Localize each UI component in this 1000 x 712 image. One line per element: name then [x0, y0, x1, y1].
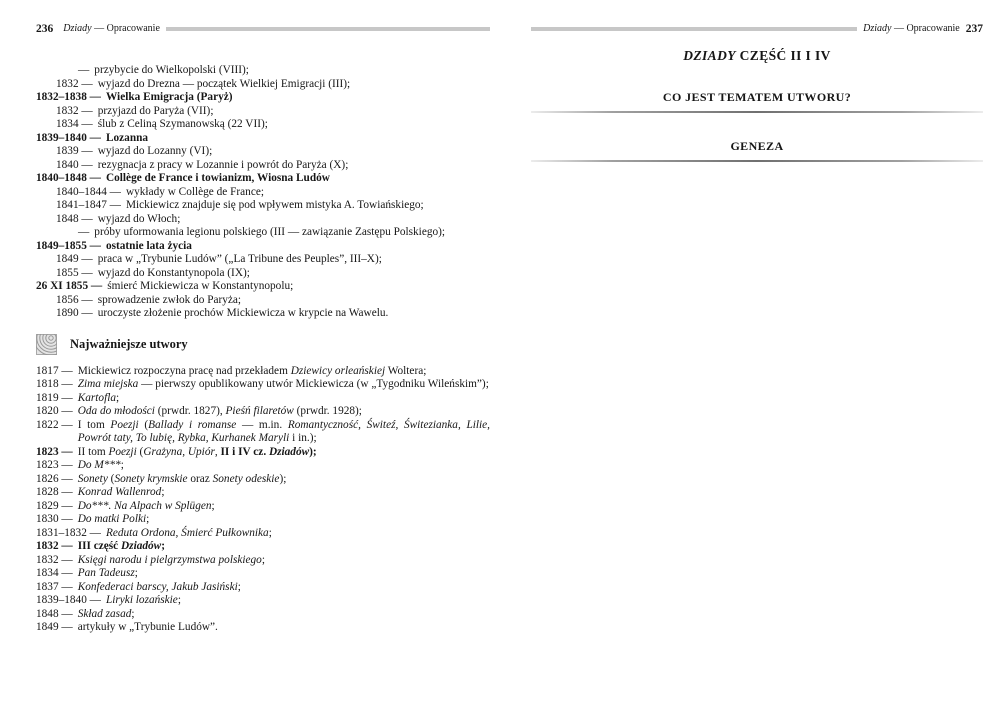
text-segment: próby uformowania legionu polskiego (III — zawiązanie Zastępu Polskiego); — [94, 226, 446, 238]
chronology-text — [98, 213, 490, 227]
text-segment: przybycie do Wielkopolski (VIII); — [94, 64, 249, 76]
chronology-line — [36, 159, 490, 173]
text-segment: Konfederaci barscy, Jakub Jasiński — [77, 580, 238, 593]
year-label: 1834 — — [56, 118, 93, 130]
work-text — [78, 459, 490, 473]
year-label: 1840 — — [56, 158, 93, 171]
text-segment: Do M*** — [77, 459, 121, 471]
text-segment: Grażyna, Upiór — [143, 445, 215, 458]
section-geneza — [531, 139, 983, 162]
chronology-line — [36, 199, 490, 213]
works-list — [36, 365, 490, 635]
work-item — [36, 419, 490, 446]
work-item — [36, 608, 490, 622]
chronology-line — [36, 294, 490, 308]
text-segment: Pieśń filaretów — [225, 405, 294, 417]
year-label: 1855 — — [56, 266, 93, 279]
text-segment: sprowadzenie zwłok do Paryża; — [97, 293, 242, 306]
section-heading: GENEZA — [730, 139, 784, 153]
page-right — [531, 22, 983, 183]
chronology-text — [106, 91, 490, 105]
text-segment: Poezji — [108, 445, 137, 458]
year-label: 1831–1832 — — [36, 526, 101, 539]
year-label: 1832 — — [56, 104, 93, 117]
text-segment: I tom — [77, 418, 111, 431]
chronology-line — [36, 186, 490, 200]
text-segment: II tom — [77, 445, 109, 458]
year-label: 1832 — — [36, 553, 73, 566]
year-label: 1823 — — [36, 445, 73, 458]
chronology-line — [36, 213, 490, 227]
chronology-text — [94, 64, 490, 78]
work-text — [78, 365, 490, 379]
text-segment: (prwdr. 1928); — [293, 405, 362, 417]
year-label: 1839–1840 — — [36, 131, 101, 144]
chronology-line — [36, 267, 490, 281]
text-segment: Dziadów — [121, 540, 162, 552]
text-segment: ; — [211, 499, 215, 512]
text-segment: Liryki lozańskie — [105, 594, 178, 606]
text-segment: II i IV cz. — [220, 445, 269, 458]
chronology-text — [98, 145, 490, 159]
chronology-line — [36, 172, 490, 186]
chronology-text — [98, 118, 490, 132]
year-label: 1826 — — [36, 472, 73, 485]
text-segment: ślub z Celiną Szymanowską (22 VII); — [97, 118, 268, 130]
text-segment: i in.); — [289, 432, 317, 444]
chronology-line — [36, 91, 490, 105]
work-text — [78, 392, 490, 406]
work-item — [36, 567, 490, 581]
text-segment: ( — [107, 472, 115, 485]
chronology-text — [98, 105, 490, 119]
year-label: 1856 — — [56, 293, 93, 306]
chronology-text — [126, 199, 490, 213]
running-title — [863, 23, 960, 34]
text-segment: Pan Tadeusz — [77, 567, 135, 579]
text-segment: Reduta Ordona, Śmierć Pułkownika — [105, 526, 269, 539]
text-segment: Sonety — [77, 472, 108, 485]
text-segment: praca w „Trybunie Ludów” („La Tribune des Peuples”, III–X); — [97, 253, 382, 265]
work-text — [78, 513, 490, 527]
text-segment: Zima miejska — [77, 378, 139, 390]
work-text — [78, 554, 490, 568]
page-title — [531, 48, 983, 64]
text-segment: ; — [261, 553, 265, 566]
text-segment: Do matki Polki — [77, 513, 147, 525]
year-label: 1818 — — [36, 378, 73, 390]
chronology-line — [36, 64, 490, 78]
work-item — [36, 540, 490, 554]
page-header-right — [531, 22, 983, 35]
text-segment: Lozanna — [105, 131, 149, 144]
chronology-text — [126, 186, 490, 200]
work-text — [78, 581, 490, 595]
work-text — [78, 500, 490, 514]
work-text — [78, 486, 490, 500]
text-segment: ; — [116, 391, 120, 404]
running-title — [63, 23, 160, 34]
year-label: 1823 — — [36, 459, 73, 471]
text-segment: — m.in. — [236, 418, 288, 431]
text-segment: DZIADY — [683, 48, 736, 63]
chronology-text — [98, 294, 490, 308]
text-segment: Kartofla — [77, 391, 117, 404]
chronology-line — [36, 307, 490, 321]
chronology-text — [98, 159, 490, 173]
year-label: — — [78, 226, 90, 238]
text-segment: Poezji — [110, 418, 139, 431]
year-label: 1849–1855 — — [36, 239, 101, 252]
work-text — [106, 594, 490, 608]
work-text — [78, 567, 490, 581]
year-label: 1849 — — [56, 253, 93, 265]
text-segment: ; — [161, 540, 165, 552]
year-label: 1830 — — [36, 513, 73, 525]
text-segment: ( — [138, 418, 149, 431]
heading-rule — [531, 160, 983, 162]
work-item — [36, 473, 490, 487]
year-label: 1832 — — [56, 77, 93, 90]
text-segment: Księgi narodu i pielgrzymstwa polskiego — [77, 553, 262, 566]
year-label: 1848 — — [36, 607, 73, 620]
work-text — [78, 473, 490, 487]
work-item — [36, 405, 490, 419]
header-rule — [531, 27, 857, 31]
chronology-text — [106, 132, 490, 146]
text-segment: ; — [120, 459, 124, 471]
text-segment: Konrad Wallenrod — [77, 486, 162, 498]
section-theme — [531, 90, 983, 113]
work-item — [36, 459, 490, 473]
text-segment: ); — [279, 472, 287, 485]
text-segment: Do***. Na Alpach w Splügen — [77, 499, 212, 512]
text-segment: — pierwszy opublikowany utwór Mickiewicza (w „Tygodniku Wileńskim”); — [138, 378, 489, 390]
chronology-text — [106, 172, 490, 186]
chronology-line — [36, 78, 490, 92]
work-item — [36, 486, 490, 500]
text-segment: ; — [268, 526, 272, 539]
text-segment: śmierć Mickiewicza w Konstantynopolu; — [107, 280, 294, 292]
text-segment: Dziady — [63, 23, 92, 34]
year-label: 1839–1840 — — [36, 594, 101, 606]
text-segment: ; — [177, 594, 181, 606]
ornament-icon — [36, 334, 57, 355]
text-segment: ostatnie lata życia — [105, 239, 192, 252]
text-segment: Sonety krymskie — [114, 472, 188, 485]
text-segment: Dziewicy orleańskiej — [290, 364, 386, 377]
text-segment: Dziady — [863, 23, 892, 34]
year-label: 1828 — — [36, 486, 73, 498]
work-text — [78, 621, 490, 635]
text-segment: ; — [134, 567, 138, 579]
work-item — [36, 365, 490, 379]
year-label: 1834 — — [36, 567, 73, 579]
section-heading: CO JEST TEMATEM UTWORU? — [662, 90, 852, 104]
work-item — [36, 513, 490, 527]
text-segment: ; — [237, 580, 241, 593]
work-item — [36, 392, 490, 406]
chronology-line — [36, 132, 490, 146]
chronology-text — [98, 267, 490, 281]
chronology-text — [94, 226, 490, 240]
year-label: 1819 — — [36, 391, 73, 404]
work-text — [78, 446, 490, 460]
year-label: 1832 — — [36, 540, 73, 552]
chronology-line — [36, 105, 490, 119]
chronology-line — [36, 280, 490, 294]
text-segment: Mickiewicz znajduje się pod wpływem mistyka A. Towiańskiego; — [125, 199, 424, 211]
work-text — [78, 378, 490, 392]
work-text — [78, 405, 490, 419]
year-label: 1849 — — [36, 621, 73, 633]
page-left — [36, 22, 490, 635]
text-segment: CZĘŚĆ II I IV — [735, 48, 831, 63]
chronology-line — [36, 118, 490, 132]
year-label: 1822 — — [36, 418, 73, 431]
work-item — [36, 446, 490, 460]
work-item — [36, 594, 490, 608]
text-segment: ; — [161, 486, 165, 498]
chronology-line — [36, 253, 490, 267]
text-segment: Dziadów — [268, 445, 310, 458]
page-number: 237 — [965, 22, 983, 35]
text-segment: ); — [309, 445, 317, 458]
chronology-line — [36, 226, 490, 240]
chronology-text — [106, 240, 490, 254]
header-rule — [166, 27, 490, 31]
text-segment: uroczyste złożenie prochów Mickiewicza w krypcie na Wawelu. — [97, 307, 389, 319]
work-item — [36, 621, 490, 635]
text-segment: , — [214, 445, 221, 458]
text-segment: wyjazd do Konstantynopola (IX); — [97, 266, 250, 279]
work-item — [36, 378, 490, 392]
text-segment: Skład zasad — [77, 607, 132, 620]
works-section-title: Najważniejsze utwory — [70, 336, 188, 351]
year-label: 1829 — — [36, 499, 73, 512]
works-section-header — [36, 334, 490, 355]
text-segment: ; — [131, 607, 135, 620]
text-segment: Collège de France i towianizm, Wiosna Ludów — [105, 172, 330, 184]
chronology-text — [98, 307, 490, 321]
text-segment: wykłady w Collège de France; — [125, 185, 265, 198]
work-text — [78, 540, 490, 554]
text-segment: Oda do młodości — [77, 405, 155, 417]
text-segment: — Opracowanie — [91, 23, 160, 34]
year-label: 1820 — — [36, 405, 73, 417]
chronology-line — [36, 240, 490, 254]
text-segment: ( — [136, 445, 144, 458]
work-text — [78, 608, 490, 622]
page-number: 236 — [36, 22, 54, 35]
work-item — [36, 581, 490, 595]
text-segment: oraz — [187, 472, 213, 485]
work-text — [78, 419, 490, 446]
chronology-text — [98, 78, 490, 92]
text-segment: Ballady i romanse — [148, 418, 237, 431]
year-label: 1839 — — [56, 145, 93, 157]
text-segment: Wielka Emigracja (Paryż) — [105, 91, 233, 103]
year-label: 1817 — — [36, 364, 73, 377]
text-segment: wyjazd do Drezna — początek Wielkiej Emigracji (III); — [97, 77, 351, 90]
work-text — [106, 527, 490, 541]
chronology-line — [36, 145, 490, 159]
year-label: 1832–1838 — — [36, 91, 101, 103]
work-item — [36, 554, 490, 568]
text-segment: przyjazd do Paryża (VII); — [97, 104, 214, 117]
year-label: 1840–1844 — — [56, 185, 121, 198]
year-label: — — [78, 64, 90, 76]
text-segment: artykuły w „Trybunie Ludów”. — [77, 621, 218, 633]
work-item — [36, 527, 490, 541]
year-label: 26 XI 1855 — — [36, 280, 103, 292]
text-segment: wyjazd do Włoch; — [97, 212, 181, 225]
text-segment: III część — [77, 540, 122, 552]
work-item — [36, 500, 490, 514]
text-segment: (prwdr. 1827), — [154, 405, 226, 417]
chronology-list — [36, 64, 490, 321]
text-segment: wyjazd do Lozanny (VI); — [97, 145, 213, 157]
text-segment: Sonety odeskie — [212, 472, 280, 485]
text-segment: Mickiewicz rozpoczyna pracę nad przekładem — [77, 364, 291, 377]
text-segment: — Opracowanie — [891, 23, 960, 34]
text-segment: rezygnacja z pracy w Lozannie i powrót do Paryża (X); — [97, 158, 349, 171]
year-label: 1890 — — [56, 307, 93, 319]
year-label: 1837 — — [36, 580, 73, 593]
year-label: 1840–1848 — — [36, 172, 101, 184]
text-segment: Romantyczność, Świteź, Świtezianka, Lilie, Powrót taty, To lubię, Rybka, Kurhanek Maryli — [77, 418, 490, 444]
chronology-text — [107, 280, 490, 294]
year-label: 1841–1847 — — [56, 199, 121, 211]
heading-rule — [531, 111, 983, 113]
chronology-text — [98, 253, 490, 267]
year-label: 1848 — — [56, 212, 93, 225]
text-segment: Woltera; — [385, 364, 427, 377]
text-segment: ; — [146, 513, 150, 525]
page-header-left — [36, 22, 490, 35]
